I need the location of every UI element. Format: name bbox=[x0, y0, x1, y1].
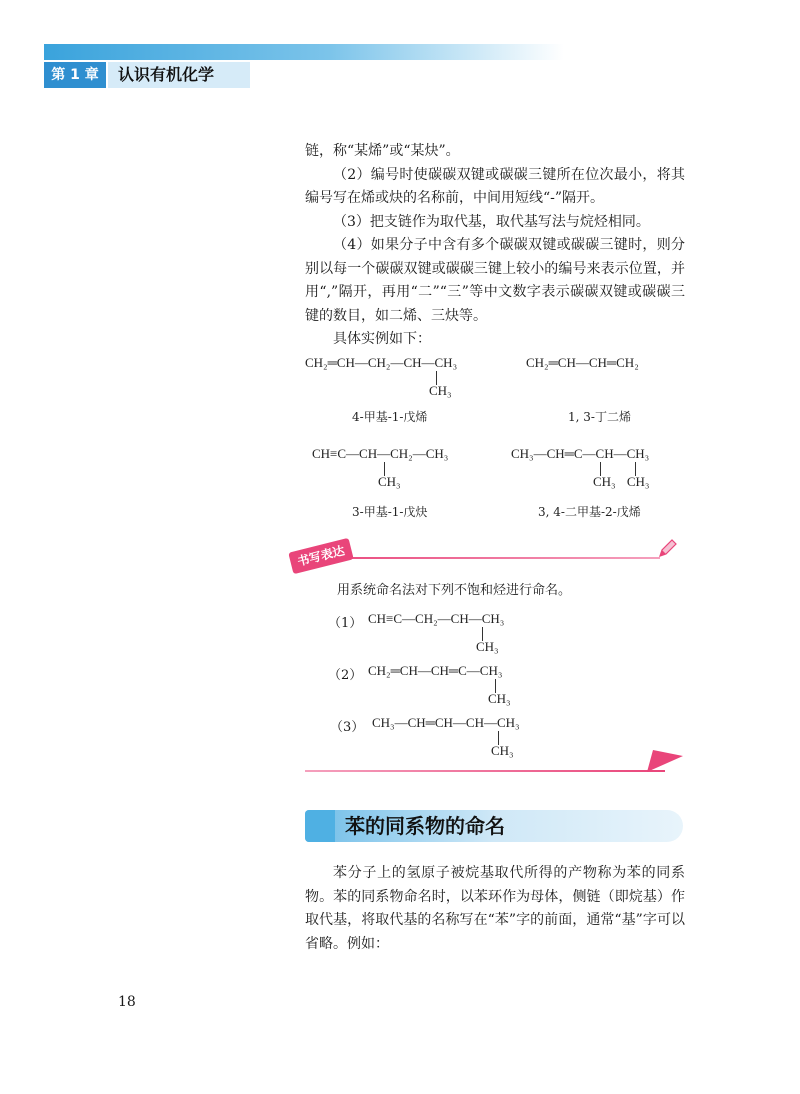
example-1-formula bbox=[305, 354, 495, 398]
exercise-3-main-chain: CH₃—CH═CH—CH—CH₃ bbox=[372, 715, 520, 730]
exercise-1-formula bbox=[368, 610, 548, 654]
exercise-2-formula bbox=[368, 662, 548, 706]
page-number: 18 bbox=[118, 994, 136, 1010]
example-2-formula bbox=[526, 354, 686, 374]
section-body bbox=[305, 862, 685, 956]
example-3-formula bbox=[312, 445, 492, 489]
example-4-formula bbox=[511, 445, 686, 489]
exercise-prompt: 用系统命名法对下列不饱和烃进行命名。 bbox=[337, 583, 572, 598]
example-3-name: 3-甲基-1-戊炔 bbox=[352, 505, 428, 519]
example-4-name: 3, 4-二甲基-2-戊烯 bbox=[538, 505, 641, 519]
example-1-name: 4-甲基-1-戊烯 bbox=[352, 410, 428, 424]
rule-2: （2）编号时使碳碳双键或碳碳三键所在位次最小，将其编号写在烯或炔的名称前，中间用短线“-”隔开。 bbox=[305, 166, 685, 206]
example-2-main-chain: CH₂═CH—CH═CH₂ bbox=[526, 355, 639, 370]
exercise-1-branch: CH₃ bbox=[476, 639, 499, 654]
section-body-text: 苯分子上的氢原子被烷基取代所得的产物称为苯的同系物。苯的同系物命名时，以苯环作为母体，侧链（即烷基）作取代基，将取代基的名称写在“苯”字的前面，通常“基”字可以省略。例如： bbox=[305, 865, 685, 952]
exercise-3-formula bbox=[372, 714, 562, 758]
exercise-1-label: （1） bbox=[328, 616, 363, 631]
exercise-1-main-chain: CH≡C—CH₂—CH—CH₃ bbox=[368, 611, 505, 626]
exercise-tag: 书写表达 bbox=[288, 538, 353, 574]
exercise-2-branch: CH₃ bbox=[488, 691, 511, 706]
exercise-2-label: （2） bbox=[328, 668, 363, 683]
exercise-bottom-rule bbox=[305, 770, 665, 772]
section-title: 苯的同系物的命名 bbox=[345, 814, 505, 838]
arrow-icon bbox=[645, 748, 685, 774]
chapter-title: 认识有机化学 bbox=[108, 62, 250, 88]
rule-3: （3）把支链作为取代基，取代基写法与烷烃相同。 bbox=[333, 213, 650, 230]
examples-intro: 具体实例如下： bbox=[333, 331, 431, 347]
example-1-main-chain: CH₂═CH—CH₂—CH—CH₃ bbox=[305, 355, 458, 370]
exercise-2-main-chain: CH₂═CH—CH═C—CH₃ bbox=[368, 663, 503, 678]
exercise-3-label: （3） bbox=[330, 720, 365, 735]
rules-text bbox=[305, 140, 685, 352]
rule-line1: 链，称“某烯”或“某炔”。 bbox=[305, 143, 460, 159]
pencil-icon bbox=[656, 538, 678, 560]
example-2-name: 1, 3-丁二烯 bbox=[568, 410, 631, 424]
example-4-branches: CH₃ CH₃ bbox=[593, 474, 650, 489]
example-3-main-chain: CH≡C—CH—CH₂—CH₃ bbox=[312, 446, 449, 461]
chapter-badge: 第 1 章 bbox=[44, 62, 106, 88]
example-4-main-chain: CH₃—CH═C—CH—CH₃ bbox=[511, 446, 650, 461]
exercise-top-rule bbox=[305, 557, 660, 559]
example-3-branch: CH₃ bbox=[378, 474, 401, 489]
section-header bbox=[305, 810, 683, 842]
section-accent bbox=[305, 810, 335, 842]
exercise-3-branch: CH₃ bbox=[491, 743, 514, 758]
rule-4: （4）如果分子中含有多个碳碳双键或碳碳三键时，则分别以每一个碳碳双键或碳碳三键上较小的编号来表示位置，并用“,”隔开，再用“二”“三”等中文数字表示碳碳双键或碳碳三键的数目，如二烯、三炔等。 bbox=[305, 237, 685, 324]
example-1-branch: CH₃ bbox=[429, 383, 452, 398]
top-color-bar bbox=[44, 44, 564, 60]
